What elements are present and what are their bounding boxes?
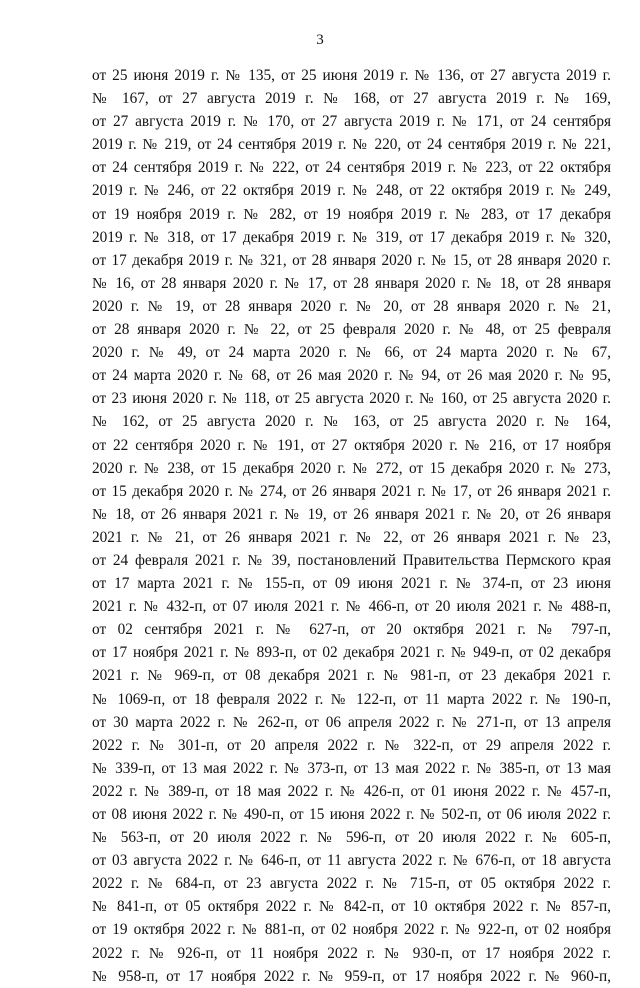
text-line-1: от 25 июня 2019 г. № 135, от 25 июня 2019 г. № 136, от 27 августа 2019 г. xyxy=(92,67,611,84)
text-line-11: 2020 г. № 19, от 28 января 2020 г. № 20, от 28 января 2020 г. № 21, xyxy=(92,297,611,315)
text-line-21: 2021 г. № 21, от 26 января 2021 г. № 22, от 26 января 2021 г. № 23, xyxy=(92,528,611,546)
text-line-20: № 18, от 26 января 2021 г. № 19, от 26 января 2021 г. № 20, от 26 января xyxy=(92,505,611,523)
text-line-25: от 02 сентября 2021 г. № 627-п, от 20 октября 2021 г. № 797-п, xyxy=(92,621,611,639)
text-line-31: № 339-п, от 13 мая 2022 г. № 373-п, от 13 мая 2022 г. № 385-п, от 13 мая xyxy=(92,759,611,777)
text-line-23: от 17 марта 2021 г. № 155-п, от 09 июня 2021 г. № 374-п, от 23 июня xyxy=(92,575,611,593)
text-line-30: 2022 г. № 301-п, от 20 апреля 2022 г. № 322-п, от 29 апреля 2022 г. xyxy=(92,736,611,754)
text-line-26: от 17 ноября 2021 г. № 893-п, от 02 декабря 2021 г. № 949-п, от 02 декабря xyxy=(92,644,611,662)
text-line-15: от 23 июня 2020 г. № 118, от 25 августа 2020 г. № 160, от 25 августа 2020 г. xyxy=(92,390,611,408)
text-line-40: № 958-п, от 17 ноября 2022 г. № 959-п, от 17 ноября 2022 г. № 960-п, xyxy=(92,967,611,985)
text-line-9: от 17 декабря 2019 г. № 321, от 28 января 2020 г. № 15, от 28 января 2020 г. xyxy=(92,251,611,269)
text-line-22: от 24 февраля 2021 г. № 39, постановлений Правительства Пермского края xyxy=(92,551,611,569)
text-line-6: 2019 г. № 246, от 22 октября 2019 г. № 248, от 22 октября 2019 г. № 249, xyxy=(92,182,611,200)
text-line-4: 2019 г. № 219, от 24 сентября 2019 г. № 220, от 24 сентября 2019 г. № 221, xyxy=(92,136,611,154)
text-line-14: от 24 марта 2020 г. № 68, от 26 мая 2020 г. № 94, от 26 мая 2020 г. № 95, xyxy=(92,367,611,385)
text-line-24: 2021 г. № 432-п, от 07 июля 2021 г. № 466-п, от 20 июля 2021 г. № 488-п, xyxy=(92,598,611,616)
text-line-7: от 19 ноября 2019 г. № 282, от 19 ноября 2019 г. № 283, от 17 декабря xyxy=(92,205,611,223)
text-line-39: 2022 г. № 926-п, от 11 ноября 2022 г. № 930-п, от 17 ноября 2022 г. xyxy=(92,944,611,962)
text-line-5: от 24 сентября 2019 г. № 222, от 24 сентября 2019 г. № 223, от 22 октября xyxy=(92,159,611,177)
text-line-38: от 19 октября 2022 г. № 881-п, от 02 ноября 2022 г. № 922-п, от 02 ноября xyxy=(92,921,611,939)
text-line-33: от 08 июня 2022 г. № 490-п, от 15 июня 2022 г. № 502-п, от 06 июля 2022 г. xyxy=(92,806,611,823)
text-line-35: от 03 августа 2022 г. № 646-п, от 11 августа 2022 г. № 676-п, от 18 августа xyxy=(92,852,611,870)
body-text xyxy=(92,64,611,988)
text-line-27: 2021 г. № 969-п, от 08 декабря 2021 г. № 981-п, от 23 декабря 2021 г. xyxy=(92,667,611,685)
text-line-3: от 27 августа 2019 г. № 170, от 27 августа 2019 г. № 171, от 24 сентября xyxy=(92,113,611,131)
text-line-2: № 167, от 27 августа 2019 г. № 168, от 27 августа 2019 г. № 169, xyxy=(92,90,611,108)
text-line-28: № 1069-п, от 18 февраля 2022 г. № 122-п, от 11 марта 2022 г. № 190-п, xyxy=(92,690,611,708)
text-line-32: 2022 г. № 389-п, от 18 мая 2022 г. № 426-п, от 01 июня 2022 г. № 457-п, xyxy=(92,782,611,800)
text-line-17: от 22 сентября 2020 г. № 191, от 27 октября 2020 г. № 216, от 17 ноября xyxy=(92,436,611,454)
text-line-18: 2020 г. № 238, от 15 декабря 2020 г. № 272, от 15 декабря 2020 г. № 273, xyxy=(92,459,611,477)
text-line-29: от 30 марта 2022 г. № 262-п, от 06 апреля 2022 г. № 271-п, от 13 апреля xyxy=(92,713,611,731)
text-line-16: № 162, от 25 августа 2020 г. № 163, от 25 августа 2020 г. № 164, xyxy=(92,413,611,431)
page-number: 3 xyxy=(316,32,324,48)
text-line-13: 2020 г. № 49, от 24 марта 2020 г. № 66, от 24 марта 2020 г. № 67, xyxy=(92,344,611,362)
text-line-37: № 841-п, от 05 октября 2022 г. № 842-п, от 10 октября 2022 г. № 857-п, xyxy=(92,898,611,916)
text-line-34: № 563-п, от 20 июля 2022 г. № 596-п, от 20 июля 2022 г. № 605-п, xyxy=(92,829,611,847)
text-line-8: 2019 г. № 318, от 17 декабря 2019 г. № 319, от 17 декабря 2019 г. № 320, xyxy=(92,228,611,246)
text-line-10: № 16, от 28 января 2020 г. № 17, от 28 января 2020 г. № 18, от 28 января xyxy=(92,274,611,292)
text-line-36: 2022 г. № 684-п, от 23 августа 2022 г. № 715-п, от 05 октября 2022 г. xyxy=(92,875,611,893)
text-line-19: от 15 декабря 2020 г. № 274, от 26 января 2021 г. № 17, от 26 января 2021 г. xyxy=(92,482,611,500)
text-line-12: от 28 января 2020 г. № 22, от 25 февраля 2020 г. № 48, от 25 февраля xyxy=(92,321,611,339)
